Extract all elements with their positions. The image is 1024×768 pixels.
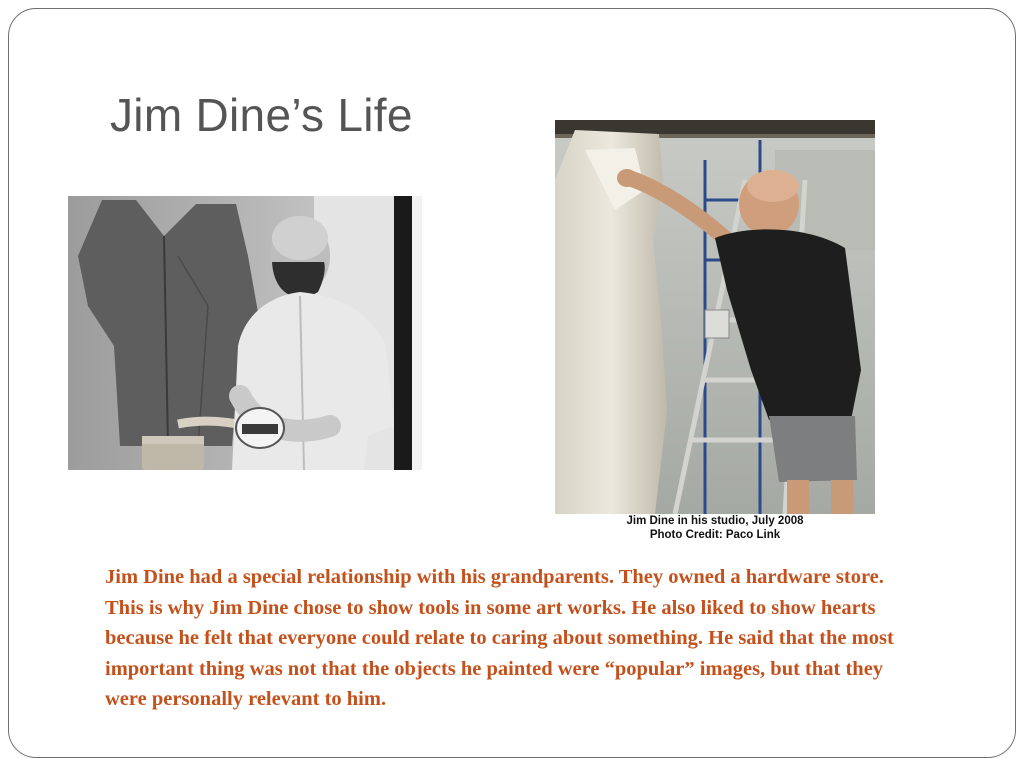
slide-title: Jim Dine’s Life — [110, 89, 413, 141]
photo-artist-in-studio — [555, 120, 875, 514]
body-paragraph: Jim Dine had a special relationship with his grandparents. They owned a hardware store. This is why Jim Dine chose to show tools in some art works. He also liked to show hearts because he felt that everyone could relate to caring about something. He said that the most important thing was not that the objects he painted were “popular” images, but that they were personally relevant to him. — [105, 566, 894, 710]
caption-line-1: Jim Dine in his studio, July 2008 — [626, 515, 804, 527]
photo-young-artist — [68, 196, 422, 470]
photo-caption — [555, 514, 875, 542]
caption-line-2: Photo Credit: Paco Link — [649, 529, 781, 541]
